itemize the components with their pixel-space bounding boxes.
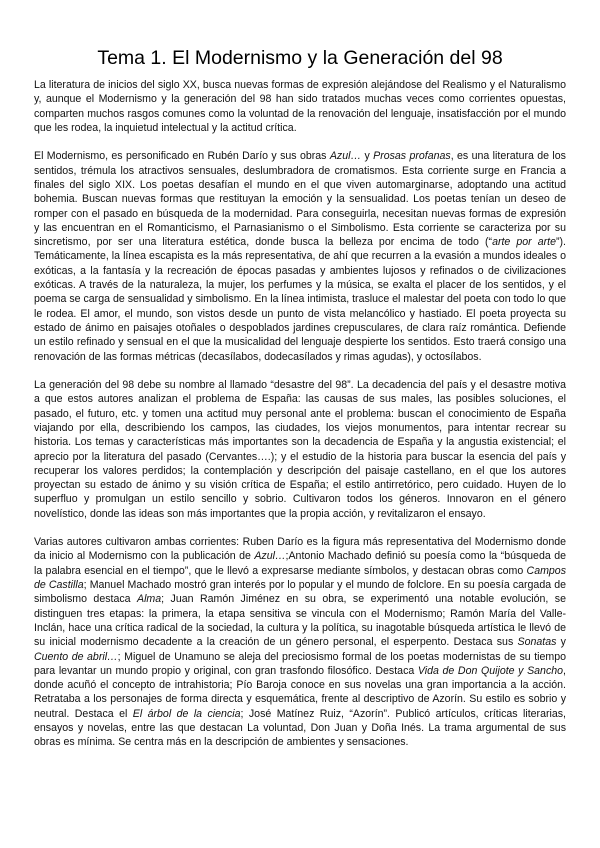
italic-title-run: Vida de Don Quijote y Sancho — [417, 664, 564, 677]
italic-title-run: Prosas profanas — [373, 150, 451, 163]
text-run: ; Manuel Machado mostró gran interés por lo popular y el mundo de folclore. En su poesía cargada de simbolismo destaca — [34, 579, 566, 606]
italic-title-run: Sonatas — [517, 636, 557, 649]
italic-title-run: Campos de Castilla — [34, 564, 566, 592]
text-run: La literatura de inicios del siglo XX, busca nuevas formas de expresión alejándose del Realismo y el Naturalismo y, aunque el Modernismo y la generación del 98 han sido tratados muchas veces como corrientes opuestas, comparten muchos rasgos comunes como la voluntad de la renovación del lenguaje, insatisfacción por el mundo que les rodea, la inquietud intelectual y la actitud crítica. — [34, 79, 566, 134]
paragraph-generacion-98 — [34, 378, 566, 521]
italic-title-run: El árbol de la ciencia — [132, 707, 241, 720]
paragraph-modernismo — [34, 149, 566, 363]
text-run: , es una literatura de los sentidos, trémula los atractivos sensuales, deslumbradora de cromatismos. Esta corriente surge en Francia a finales del siglo XIX. Los poetas desafían el mundo en el que viven automarginarse, adoptando una actitud bohemia. Buscan nuevas formas que restituyan la emoción y la sensualidad. Los poetas tenían un deseo de romper con el pasado en búsqueda de la modernidad. Para conseguirla, necesitan nuevas formas de expresión y las encuentran en el Romanticismo, el Parnasianismo o el Simbolismo. Esta corriente se caracteriza por su sincretismo, por ser una literatura estética, donde busca la belleza por encima de todo (“ — [34, 150, 566, 249]
italic-title-run: Alma — [137, 593, 162, 606]
text-run: , donde acuñó el concepto de intrahistoria; Pío Baroja conoce en sus novelas una gran importancia a la acción. Retrataba a los personajes de forma directa y esquemática, frente al descriptivo de Azorín. Su estilo es sobrio y neutral. Destaca el — [34, 664, 566, 720]
text-run: ;Antonio Machado definió su poesía como la “búsqueda de la palabra esencial en el tiempo”, que le llevó a expresarse mediante símbolos, y destacan obras como — [34, 550, 566, 577]
text-run: ; Miguel de Unamuno se aleja del preciosismo formal de los poetas modernistas de su tiempo para levantar un mundo propio y original, con gran trasfondo filosófico. Destaca — [34, 650, 566, 677]
page-title: Tema 1. El Modernismo y la Generación del 98 — [97, 47, 503, 69]
italic-title-run: Azul… — [254, 550, 286, 563]
text-run: ; Juan Ramón Jiménez en su obra, se experimentó una notable evolución, se distinguen tres etapas: la primera, la etapa sensitiva se vincula con el Modernismo; Ramón María del Valle-Inclán, hace una crítica radical de la sociedad, la cultura y la política, su inagotable búsqueda artística le llevó de su inicial modernismo decadente a la creación de un género personal, el esperpento. Destaca sus — [34, 593, 566, 649]
italic-title-run: Azul… — [329, 150, 362, 163]
text-run: Varias autores cultivaron ambas corrientes: Ruben Darío es la figura más representativa del Modernismo donde da inicio al Modernismo con la publicación de — [34, 536, 566, 563]
italic-title-run: arte por arte — [492, 236, 556, 249]
paragraph-intro — [34, 78, 566, 135]
text-run: y — [556, 636, 566, 649]
document-body — [34, 78, 566, 750]
italic-title-run: Cuento de abril… — [34, 650, 118, 663]
text-run: y — [361, 150, 374, 163]
text-run: ; José Matínez Ruiz, “Azorín”. Publicó artículos, críticas literarias, ensayos y novelas, entre las que destacan La voluntad, Don Juan y Doña Inés. La trama argumental de sus obras es mínima. Se centra más en la descripción de ambientes y sensaciones. — [34, 707, 566, 749]
text-run: ”). Temáticamente, la línea escapista es la más representativa, de ahí que recurren a la evasión a mundos ideales o exóticas, a la fantasía y la recreación de épocas pasadas y ambientes lujosos y refinados o de civilizaciones exóticas. A través de la naturaleza, la mujer, los perfumes y la música, se exalta el placer de los sentidos, y el poema se carga de sensualidad y simbolismo. En la línea intimista, trasluce el malestar del poeta con todo lo que le rodea. El amor, el mundo, son vistos desde un punto de vista melancólico y hastiado. El poeta proyecta su estado de ánimo en paisajes otoñales o despoblados jardines crepusculares, de clara raíz romántica. Defiende un estilo refinado y sensual en el que la musicalidad del lenguaje despierte los sentidos. Esto traerá consigo una renovación de las formas métricas (decasílabos, dodecasílados y rimas agudas), y octosílabos. — [34, 236, 566, 363]
text-run: El Modernismo, es personificado en Rubén Darío y sus obras — [34, 150, 330, 163]
text-run: La generación del 98 debe su nombre al llamado “desastre del 98”. La decadencia del país y el desastre motiva a que estos autores analizan el problema de España: las causas de sus males, las posibles soluciones, el pasado, el futuro, etc. y tomen una actitud muy personal ante el problema: buscan el conocimiento de España viajando por ella, describiendo los campos, las ciudades, los viejos monumentos, para intentar recrear su historia. Los temas y características más importantes son la decadencia de España y la angustia existencial; el aprecio por la literatura del pasado (Cervantes….); y el estudio de la historia para buscar la esencia del país y recuperar los valores perdidos; la contemplación y descripción del paisaje castellano, en el que los autores proyectan su estado de ánimo y su visión crítica de España; el estilo antirretórico, pero cuidado. Huyen de lo superfluo y promulgan un estilo sencillo y sobrio. Cultivaron todos los géneros. Innovaron en el género novelístico, donde las ideas son más importantes que la propia acción, y revitalizaron el ensayo. — [34, 379, 566, 520]
paragraph-autores — [34, 535, 566, 749]
